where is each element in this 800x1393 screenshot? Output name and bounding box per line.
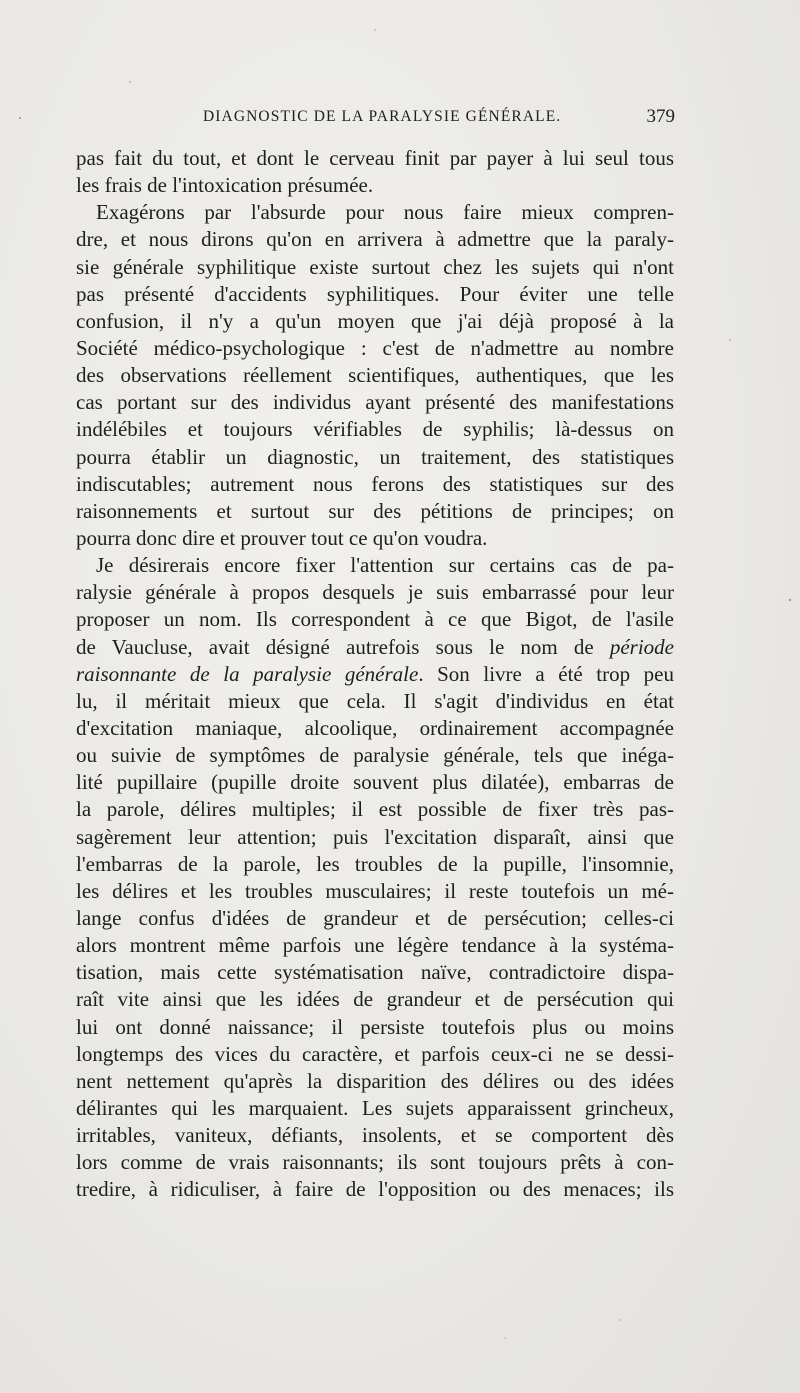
text-line: cas portant sur des individus ayant présenté des manifestations — [76, 390, 674, 415]
text-line: pourra donc dire et prouver tout ce qu'on voudra. — [76, 525, 488, 550]
text-line: pourra établir un diagnostic, un traitement, des statistiques — [76, 444, 674, 469]
paragraph — [76, 145, 674, 199]
text-line: ou suivie de symptômes de paralysie générale, tels que inéga- — [76, 743, 674, 768]
text-line: Exagérons par l'absurde pour nous faire mieux compren- — [96, 200, 674, 225]
text-line: alors montrent même parfois une légère tendance à la systéma- — [76, 933, 674, 958]
text-line: longtemps des vices du caractère, et parfois ceux-ci ne se dessi- — [76, 1041, 674, 1066]
running-head — [203, 106, 683, 132]
text-line: raisonnante de la paralysie générale. Son livre a été trop peu — [76, 661, 674, 686]
text-line: pas fait du tout, et dont le cerveau finit par payer à lui seul tous — [76, 146, 674, 170]
text-line: tisation, mais cette systématisation naïve, contradictoire dispa- — [76, 960, 674, 985]
text-line: dre, et nous dirons qu'on en arrivera à admettre que la paraly- — [76, 227, 674, 252]
text-line: tredire, à ridiculiser, à faire de l'opposition ou des menaces; ils — [76, 1177, 674, 1202]
running-title: DIAGNOSTIC DE LA PARALYSIE GÉNÉRALE. — [203, 108, 562, 125]
text-line: d'excitation maniaque, alcoolique, ordinairement accompagnée — [76, 715, 674, 740]
text-line: délirantes qui les marquaient. Les sujets apparaissent grincheux, — [76, 1095, 674, 1120]
text-line: proposer un nom. Ils correspondent à ce que Bigot, de l'asile — [76, 607, 674, 632]
text-line: lité pupillaire (pupille droite souvent plus dilatée), embarras de — [76, 770, 674, 795]
text-line: nent nettement qu'après la disparition des délires ou des idées — [76, 1068, 674, 1093]
text-line: des observations réellement scientifiques, authentiques, que les — [76, 363, 674, 388]
text-line: raisonnements et surtout sur des pétitions de principes; on — [76, 498, 674, 523]
text-line: lange confus d'idées de grandeur et de persécution; celles-ci — [76, 905, 674, 930]
text-line: indélébiles et toujours vérifiables de syphilis; là-dessus on — [76, 417, 674, 442]
text-line: Société médico-psychologique : c'est de n'admettre au nombre — [76, 335, 674, 360]
text-line: pas présenté d'accidents syphilitiques. Pour éviter une telle — [76, 281, 674, 306]
text-line: irritables, vaniteux, défiants, insolents, et se comportent dès — [76, 1123, 674, 1148]
text-line: la parole, délires multiples; il est possible de fixer très pas- — [76, 797, 674, 822]
italic-phrase: raisonnante de la paralysie générale — [76, 661, 419, 686]
text-line: de Vaucluse, avait désigné autrefois sous le nom de période — [76, 634, 674, 659]
text-line: ralysie générale à propos desquels je suis embarrassé pour leur — [76, 580, 674, 605]
text-body — [76, 145, 674, 1203]
paragraph — [76, 199, 674, 552]
text-line: lu, il méritait mieux que cela. Il s'agit d'individus en état — [76, 688, 674, 713]
text-line: lors comme de vrais raisonnants; ils sont toujours prêts à con- — [76, 1150, 674, 1175]
text-line: l'embarras de la parole, les troubles de la pupille, l'insomnie, — [76, 851, 674, 876]
text-line: indiscutables; autrement nous ferons des statistiques sur des — [76, 471, 674, 496]
paragraph — [76, 552, 674, 1203]
text-line: sagèrement leur attention; puis l'excitation disparaît, ainsi que — [76, 824, 674, 849]
text-line: les frais de l'intoxication présumée. — [76, 173, 374, 198]
text-line: sie générale syphilitique existe surtout chez les sujets qui n'ont — [76, 254, 674, 279]
text-line: raît vite ainsi que les idées de grandeur et de persécution qui — [76, 987, 674, 1012]
text-line: les délires et les troubles musculaires; il reste toutefois un mé- — [76, 878, 674, 903]
text-line: Je désirerais encore fixer l'attention sur certains cas de pa- — [96, 553, 674, 578]
text-line: lui ont donné naissance; il persiste toutefois plus ou moins — [76, 1014, 674, 1039]
text-line: confusion, il n'y a qu'un moyen que j'ai déjà proposé à la — [76, 308, 674, 333]
italic-phrase: période — [609, 634, 674, 659]
page-number: 379 — [646, 106, 675, 127]
